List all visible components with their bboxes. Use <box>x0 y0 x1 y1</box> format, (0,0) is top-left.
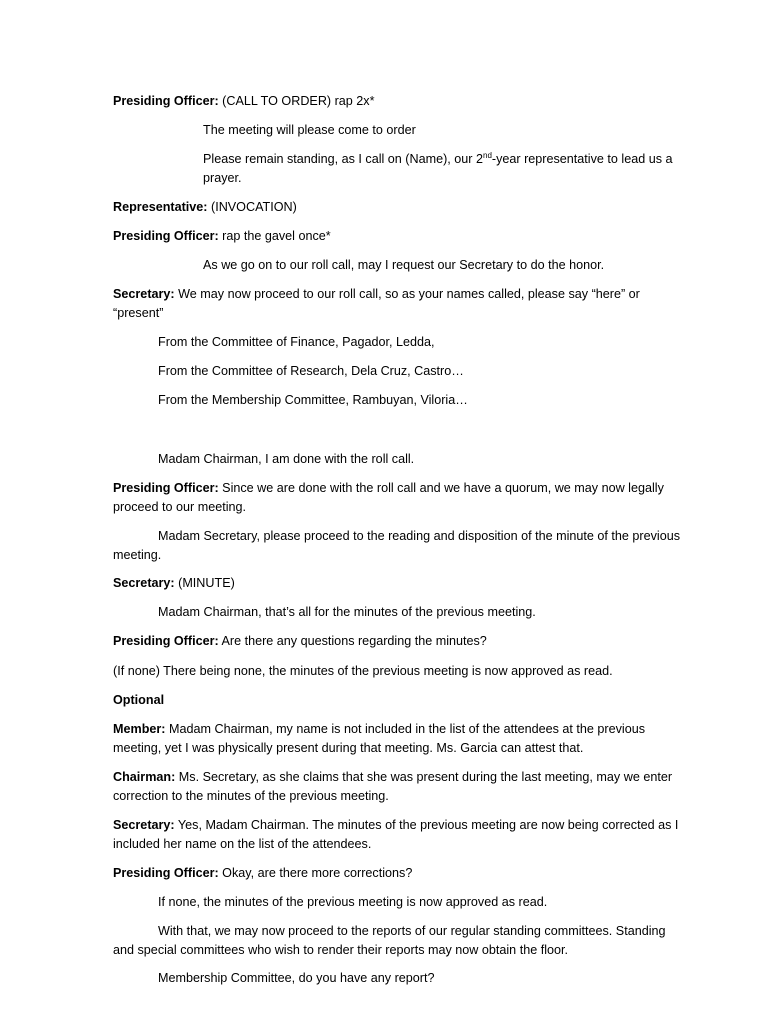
paragraph-secretary-correction <box>113 816 683 854</box>
paragraph-text: Okay, are there more corrections? <box>218 866 413 880</box>
paragraph-roll-call-request: As we go on to our roll call, may I request our Secretary to do the honor. <box>203 258 605 272</box>
speaker-label: Presiding Officer: <box>113 94 219 108</box>
paragraph-questions <box>113 632 683 651</box>
paragraph-invocation <box>113 198 683 217</box>
paragraph-roll-call <box>113 285 683 323</box>
paragraph-text: rap the gavel once* <box>218 229 331 243</box>
paragraph-call-to-order <box>113 92 683 111</box>
paragraph-text: Madam Chairman, my name is not included in the list of the attendees at the previous meeting, yet I was physically present during that meeting. Ms. Garcia can attest that. <box>113 722 645 755</box>
paragraph-quorum <box>113 479 683 517</box>
paragraph-text: Ms. Secretary, as she claims that she was present during the last meeting, may we enter correction to the minutes of the previous meeting. <box>113 770 673 803</box>
paragraph-text: Please remain standing, as I call on (Name), our 2 <box>203 152 483 166</box>
paragraph-gavel <box>113 227 683 246</box>
speaker-label: Chairman: <box>113 770 176 784</box>
heading-text: Optional <box>113 693 165 707</box>
speaker-label: Presiding Officer: <box>113 481 219 495</box>
paragraph-minute <box>113 574 683 593</box>
paragraph-research-committee: From the Committee of Research, Dela Cruz, Castro… <box>158 364 464 378</box>
paragraph-text: -year representative to lead us a prayer. <box>203 152 673 185</box>
paragraph-chairman <box>113 768 683 806</box>
speaker-label: Secretary: <box>113 287 175 301</box>
paragraph-text: (INVOCATION) <box>207 200 297 214</box>
superscript: nd <box>483 151 492 160</box>
speaker-label: Representative: <box>113 200 208 214</box>
paragraph-more-corrections <box>113 864 683 883</box>
paragraph-minutes-done: Madam Chairman, that’s all for the minutes of the previous meeting. <box>158 605 536 619</box>
paragraph-come-to-order: The meeting will please come to order <box>203 123 416 137</box>
paragraph-membership-report: Membership Committee, do you have any report? <box>158 971 435 985</box>
paragraph-text: Are there any questions regarding the minutes? <box>218 634 487 648</box>
paragraph-approved-final: If none, the minutes of the previous meeting is now approved as read. <box>158 895 548 909</box>
paragraph-prayer-request <box>203 150 683 188</box>
paragraph-text: (MINUTE) <box>174 576 235 590</box>
speaker-label: Presiding Officer: <box>113 634 219 648</box>
paragraph-roll-call-done: Madam Chairman, I am done with the roll call. <box>158 452 415 466</box>
speaker-label: Presiding Officer: <box>113 866 219 880</box>
section-heading-optional <box>113 691 683 710</box>
paragraph-text: We may now proceed to our roll call, so as your names called, please say “here” or “present” <box>113 287 640 320</box>
speaker-label: Member: <box>113 722 166 736</box>
paragraph-text: Yes, Madam Chairman. The minutes of the previous meeting are now being corrected as I included her name on the list of the attendees. <box>113 818 679 851</box>
paragraph-text: (CALL TO ORDER) rap 2x* <box>218 94 375 108</box>
paragraph-membership-committee: From the Membership Committee, Rambuyan, Viloria… <box>158 393 468 407</box>
speaker-label: Presiding Officer: <box>113 229 219 243</box>
paragraph-minutes-request: Madam Secretary, please proceed to the reading and disposition of the minute of the previous meeting. <box>113 529 681 562</box>
paragraph-member <box>113 720 683 758</box>
paragraph-committee-reports: With that, we may now proceed to the reports of our regular standing committees. Standing and special committees who wish to render their reports may now obtain the floor. <box>113 924 666 957</box>
paragraph-approved: (If none) There being none, the minutes of the previous meeting is now approved as read. <box>113 664 613 678</box>
paragraph-text: Since we are done with the roll call and we have a quorum, we may now legally proceed to our meeting. <box>113 481 664 514</box>
speaker-label: Secretary: <box>113 576 175 590</box>
paragraph-finance-committee: From the Committee of Finance, Pagador, Ledda, <box>158 335 435 349</box>
speaker-label: Secretary: <box>113 818 175 832</box>
